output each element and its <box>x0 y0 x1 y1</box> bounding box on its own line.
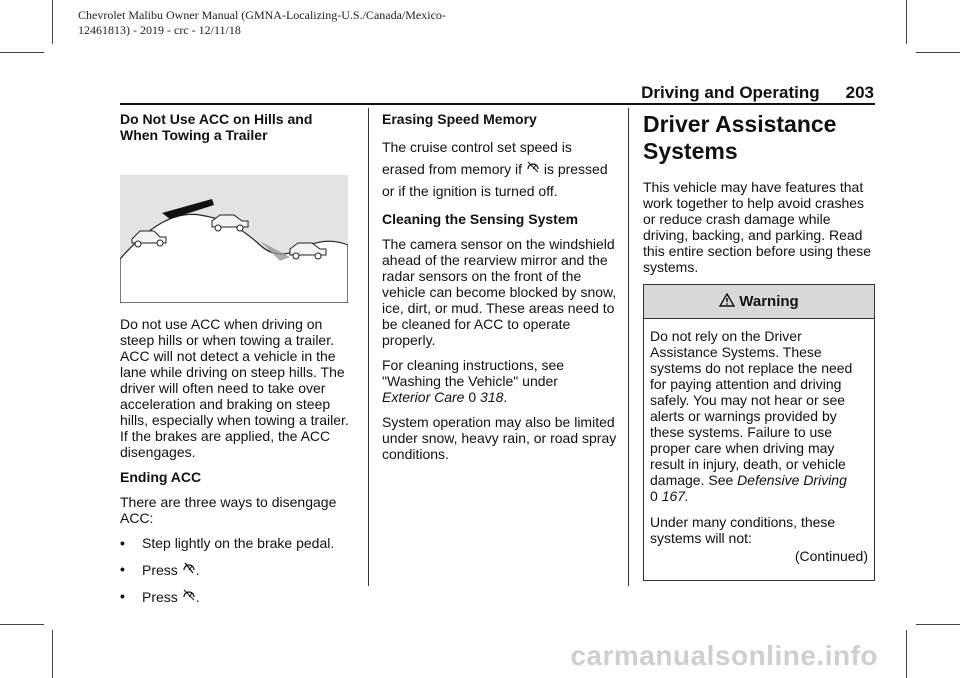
list-item-text-part: . <box>195 562 200 578</box>
list-item-text: Step lightly on the brake pedal. <box>142 535 335 551</box>
column-divider <box>628 108 629 586</box>
list-item-text-part: Press <box>142 589 182 605</box>
punctuation: . <box>685 488 689 504</box>
column-right <box>643 111 875 581</box>
bullet-mark: • <box>120 561 125 577</box>
subheading: Erasing Speed Memory <box>382 111 537 127</box>
warning-body <box>644 319 874 580</box>
crop-mark <box>0 624 44 625</box>
list-item-text <box>142 588 200 605</box>
warning-text: Do not rely on the Driver Assistance Systems. These systems do not replace the need for paying attention and driving safely. You may not hear or see alerts or warnings provided by these systems. Failure to use proper care when driving may result in injury, death, or vehicle damage. See <box>650 328 853 488</box>
subheading: Ending ACC <box>120 469 202 485</box>
paragraph <box>382 357 618 405</box>
hill-driving-illustration <box>120 175 348 303</box>
paragraph-text: is pressed or if the ignition is turned off. <box>382 161 608 199</box>
section-title: Driving and Operating <box>641 83 820 102</box>
cruise-off-icon <box>182 588 196 605</box>
warning-icon <box>719 293 739 310</box>
punctuation: . <box>503 389 508 405</box>
paragraph <box>382 136 618 202</box>
list-item-text-part: . <box>195 589 200 605</box>
document-header-line: 12461813) - 2019 - crc - 12/11/18 <box>78 23 241 37</box>
cruise-off-icon <box>526 158 540 180</box>
section-heading-line: Systems <box>643 138 738 164</box>
running-head <box>641 83 874 103</box>
list-item <box>120 535 356 551</box>
list-item-text <box>142 561 200 578</box>
section-heading <box>643 111 875 165</box>
warning-header <box>644 285 874 319</box>
cars-on-hills-image <box>120 175 348 303</box>
cross-reference-title: Exterior Care <box>382 389 465 405</box>
page-arrow: 0 <box>468 389 477 405</box>
subheading-line: When Towing a Trailer <box>120 127 268 143</box>
warning-paragraph: Under many conditions, these systems will not: <box>650 514 836 546</box>
list-item <box>120 561 356 578</box>
page-arrow: 0 <box>650 488 658 504</box>
cross-reference: "Washing the Vehicle" under <box>382 373 558 389</box>
crop-mark <box>906 630 907 678</box>
cruise-cancel-icon <box>182 561 196 578</box>
subheading: Cleaning the Sensing System <box>382 211 579 227</box>
column-left <box>120 111 356 615</box>
warning-label: Warning <box>739 293 799 310</box>
document-header <box>78 8 538 38</box>
subheading <box>120 111 356 143</box>
continued-label: (Continued) <box>794 548 868 564</box>
bullet-mark: • <box>120 588 125 604</box>
paragraph: System operation may also be limited under snow, heavy rain, or road spray conditions. <box>382 414 617 462</box>
bullet-mark: • <box>120 535 125 551</box>
page-number: 203 <box>845 83 874 102</box>
paragraph: This vehicle may have features that work together to help avoid crashes or reduce crash damage while driving, backing, and parking. Read this entire section before using these systems. <box>643 179 872 275</box>
paragraph: The camera sensor on the windshield ahead of the rearview mirror and the radar sensors on the front of the vehicle can become blocked by snow, ice, dirt, or mud. These areas need to be cleaned for ACC to operate properly. <box>382 236 617 348</box>
paragraph: There are three ways to disengage ACC: <box>120 494 337 526</box>
crop-mark <box>52 630 53 678</box>
crop-mark <box>906 0 907 44</box>
watermark: carmanualsonline.info <box>570 640 878 671</box>
list-item-text-part: Press <box>142 562 182 578</box>
header-rule <box>120 103 875 105</box>
list-item <box>120 588 356 605</box>
warning-box <box>643 284 875 581</box>
cross-reference-page: 318 <box>480 389 504 405</box>
column-divider <box>368 108 369 586</box>
crop-mark <box>916 624 960 625</box>
paragraph-text: For cleaning instructions, see <box>382 357 565 373</box>
paragraph-text: The cruise control set speed is erased from memory if <box>382 139 572 177</box>
subheading-line: Do Not Use ACC on Hills and <box>120 111 313 127</box>
section-heading-line: Driver Assistance <box>643 111 837 137</box>
warning-paragraph <box>650 328 868 504</box>
paragraph: Do not use ACC when driving on steep hills or when towing a trailer. ACC will not detect a vehicle in the lane while driving on steep hills. The driver will often need to take over acceleration and braking on steep hills, especially when towing a trailer. If the brakes are applied, the ACC disengages. <box>120 316 349 460</box>
cross-reference-title: Defensive Driving <box>737 472 847 488</box>
document-header-line: Chevrolet Malibu Owner Manual (GMNA-Localizing-U.S./Canada/Mexico- <box>78 8 446 22</box>
crop-mark <box>0 52 44 53</box>
cross-reference-page: 167 <box>661 488 686 504</box>
crop-mark <box>916 52 960 53</box>
crop-mark <box>52 0 53 44</box>
column-middle <box>382 111 618 471</box>
